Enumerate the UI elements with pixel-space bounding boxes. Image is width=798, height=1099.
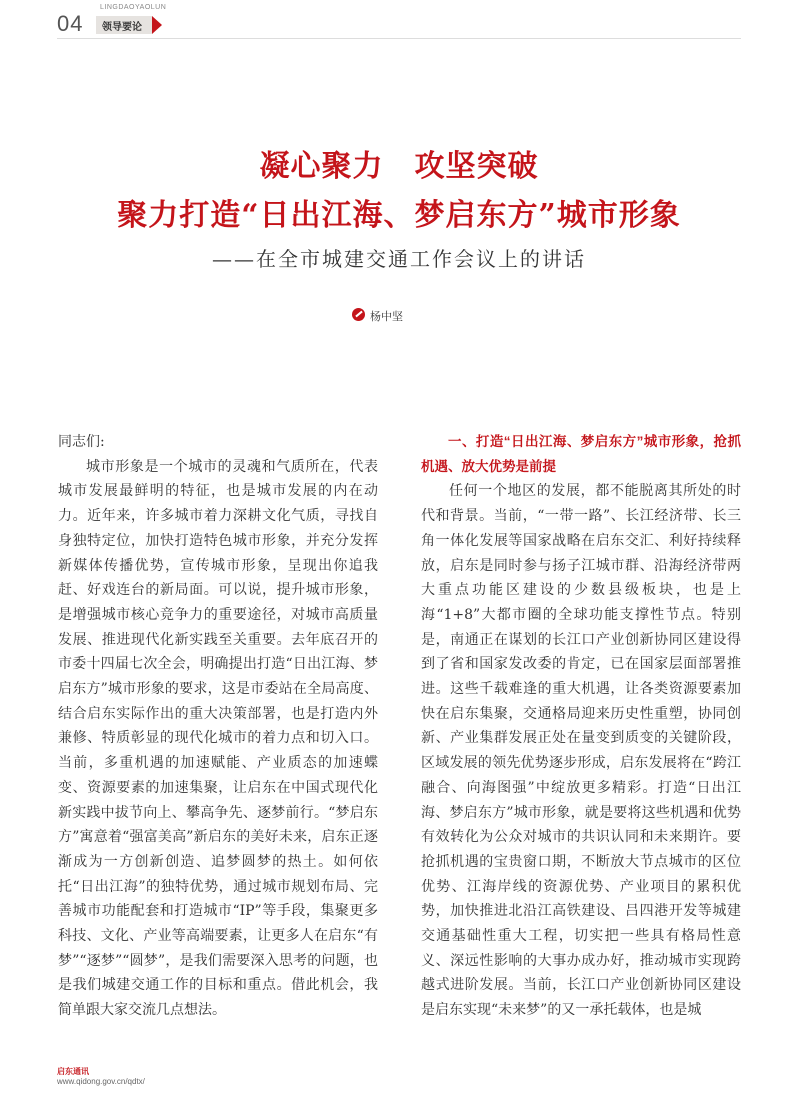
header-divider	[57, 38, 741, 39]
footer-brand: 启东通讯	[57, 1067, 89, 1076]
section-label: 领导要论	[102, 22, 142, 33]
pen-icon	[352, 308, 365, 321]
salutation: 同志们:	[58, 434, 105, 450]
body-paragraph: 任何一个地区的发展，都不能脱离其所处的时代和背景。当前，“一带一路”、长江经济带、长三角一体化发展等国家战略在启东交汇、利好持续释放，启东是同时参与扬子江城市群、沿海经济带两大重点功能区建设的少数县级板块，也是上海“1+8”大都市圈的全球功能支撑性节点。特别是，南通正在谋划的长江口产业创新协同区建设得到了省和国家发改委的肯定，已在国家层面部署推进。这些千载难逢的重大机遇，让各类资源要素加快在启东集聚，交通格局迎来历史性重塑，协同创新、产业集群发展正处在量变到质变的关键阶段，区域发展的领先优势逐步形成，启东发展将在“跨江融合、向海图强”中绽放更多精彩。打造“日出江海、梦启东方”城市形象，就是要将这些机遇和优势有效转化为公众对城市的共识认同和未来期许。要抢抓机遇的宝贵窗口期，不断放大节点城市的区位优势、江海岸线的资源优势、产业项目的累积优势，加快推进北沿江高铁建设、吕四港开发等城建交通基础性重大工程，切实把一些具有格局性意义、深远性影响的大事办成办好，推动城市实现跨越式进阶发展。当前，长江口产业创新协同区建设是启东实现“未来梦”的又一承托载体，也是城	[421, 483, 741, 1019]
section-triangle-icon	[152, 16, 162, 34]
section-pinyin: LINGDAOYAOLUN	[100, 4, 167, 11]
article-title-line2: 聚力打造“日出江海、梦启东方”城市形象	[117, 198, 681, 233]
author-byline	[370, 308, 403, 324]
section-heading: 一、打造“日出江海、梦启东方”城市形象，抢抓机遇、放大优势是前提	[421, 434, 741, 474]
body-paragraph: 城市形象是一个城市的灵魂和气质所在，代表城市发展最鲜明的特征，也是城市发展的内在动力。近年来，许多城市着力深耕文化气质，寻找自身独特定位，加快打造特色城市形象，并充分发挥新媒体传播优势，宣传城市形象，呈现出你追我赶、好戏连台的新局面。可以说，提升城市形象，是增强城市核心竞争力的重要途径，对城市高质量发展、推进现代化新实践至关重要。去年底召开的市委十四届七次全会，明确提出打造“日出江海、梦启东方”城市形象的要求，这是市委站在全局高度、结合启东实际作出的重大决策部署，也是打造内外兼修、特质彰显的现代化城市的着力点和切入口。当前，多重机遇的加速赋能、产业质态的加速蝶变、资源要素的加速集聚，让启东在中国式现代化新实践中拔节向上、攀高争先、逐梦前行。“梦启东方”寓意着“强富美高”新启东的美好未来，启东正逐渐成为一方创新创造、追梦圆梦的热土。如何依托“日出江海”的独特优势，通过城市规划布局、完善城市功能配套和打造城市“IP”等手段，集聚更多科技、文化、产业等高端要素，让更多人在启东“有梦”“逐梦”“圆梦”，是我们需要深入思考的问题，也是我们城建交通工作的目标和重点。借此机会，我简单跟大家交流几点想法。	[58, 458, 378, 1019]
author-name: 杨中坚	[370, 311, 403, 323]
article-title-line1: 凝心聚力 攻坚突破	[259, 149, 539, 184]
article-subtitle: ——在全市城建交通工作会议上的讲话	[212, 247, 586, 271]
page-number: 04	[57, 11, 84, 36]
left-column	[58, 430, 378, 1023]
section-label-tag	[96, 16, 152, 34]
right-column	[421, 430, 741, 1023]
footer-url[interactable]: www.qidong.gov.cn/qdtx/	[57, 1077, 145, 1086]
